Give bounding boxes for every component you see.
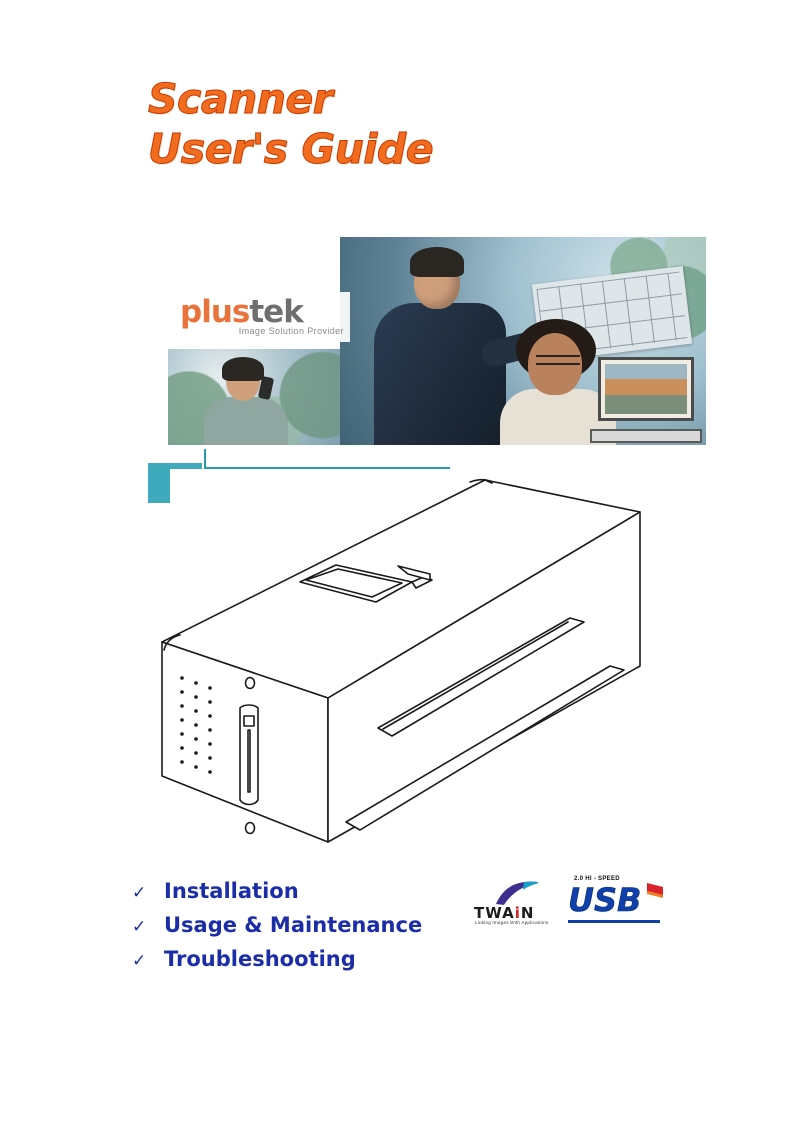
twain-swoosh-icon [494, 880, 540, 906]
feature-list [126, 880, 486, 982]
scanner-illustration [140, 470, 680, 860]
photo-man-body [374, 303, 506, 445]
logo-tagline: Image Solution Provider [238, 326, 344, 336]
feature-label-troubleshooting: Troubleshooting [164, 947, 356, 971]
connector-line-vertical [204, 449, 206, 469]
logo-word-tek: tek [249, 294, 303, 330]
photo-person-body [204, 397, 288, 445]
twain-word-end: N [520, 904, 535, 922]
title-line-2: User's Guide [148, 125, 434, 173]
photo-laptop-image [605, 364, 687, 414]
feature-label-usage-maintenance: Usage & Maintenance [164, 913, 423, 937]
certification-badges [472, 876, 662, 930]
photo-man-hair [410, 247, 464, 277]
list-item [126, 948, 486, 971]
twain-word-i: i [514, 904, 521, 922]
twain-word-start: TWA [474, 904, 515, 922]
page-title [148, 74, 568, 174]
photo-phone-user [168, 349, 344, 445]
plustek-logo [174, 292, 350, 342]
usb-hi-speed-logo [566, 876, 662, 928]
logo-wordmark [180, 296, 344, 328]
title-line-1: Scanner [148, 75, 333, 123]
twain-logo [472, 882, 556, 928]
usb-underline [568, 920, 660, 923]
connector-line-horizontal [204, 467, 450, 469]
photo-laptop-base [590, 429, 702, 443]
usb-speed-label: 2.0 HI - SPEED [574, 876, 620, 882]
usb-wordmark: USB [568, 881, 642, 919]
photo-laptop [590, 357, 702, 443]
photo-laptop-screen [598, 357, 694, 421]
cover-photo-collage [168, 237, 706, 449]
usb-flag-icon [646, 882, 664, 904]
check-icon: ✓ [132, 917, 147, 937]
logo-word-plus: plus [180, 294, 250, 330]
photo-person-hair [222, 357, 264, 381]
check-icon: ✓ [132, 883, 147, 903]
feature-label-installation: Installation [164, 879, 299, 903]
list-item [126, 880, 486, 903]
photo-film-review [340, 237, 706, 445]
photo-woman-glasses [536, 355, 580, 365]
twain-subtitle: Linking Images With Applications [475, 920, 549, 925]
check-icon: ✓ [132, 951, 147, 971]
list-item [126, 914, 486, 937]
